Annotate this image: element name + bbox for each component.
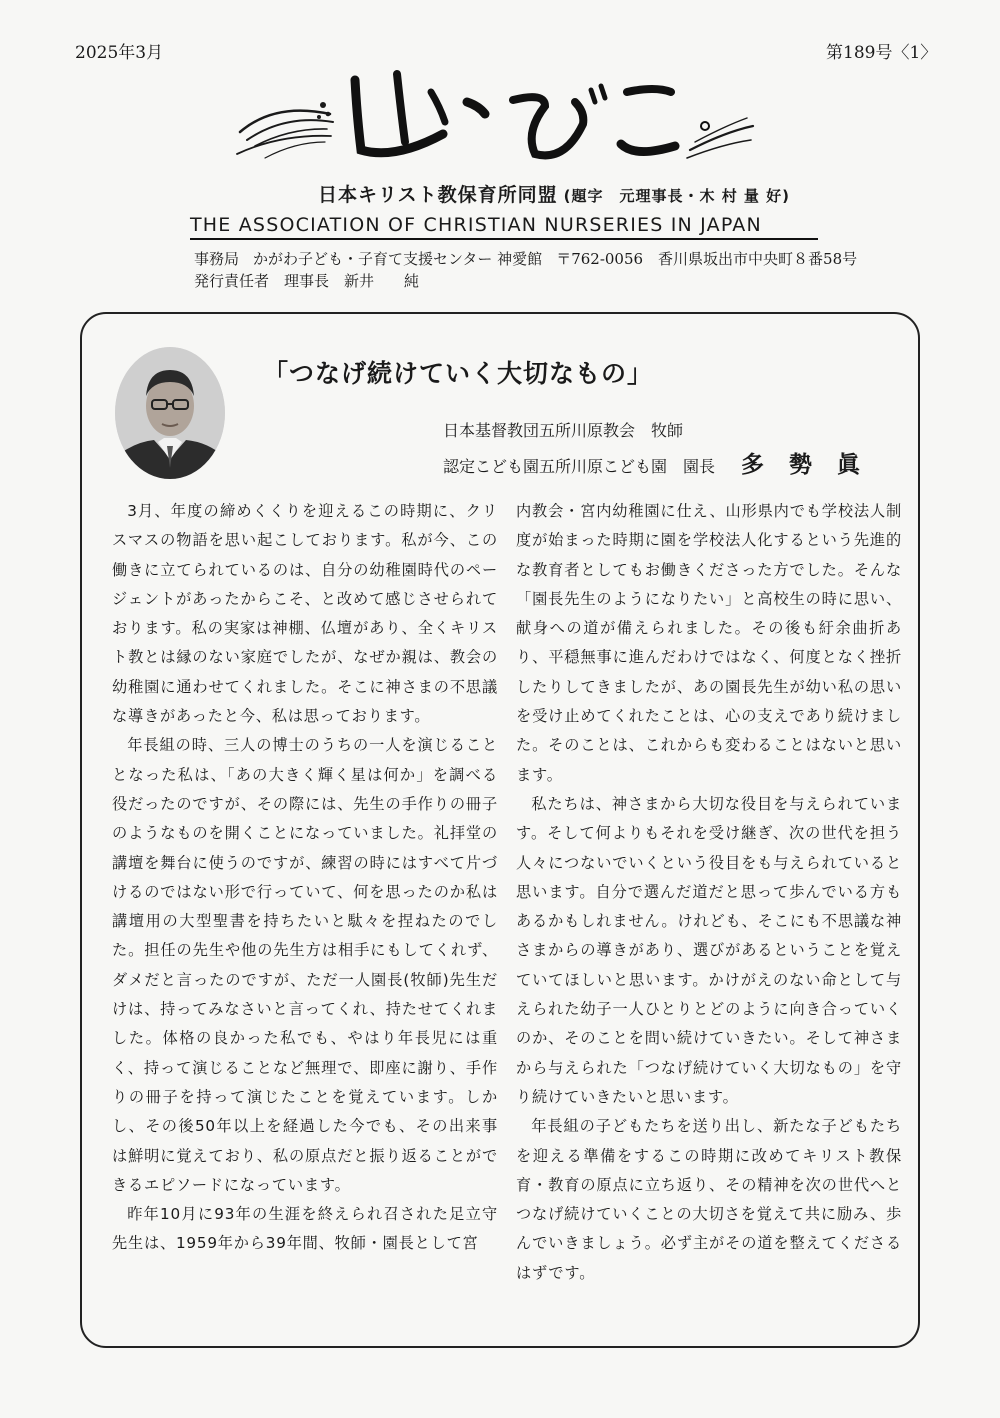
paragraph: 年長組の子どもたちを送り出し、新たな子どもたちを迎える準備をするこの時期に改めてキリスト教保育・教育の原点に立ち返り、その精神を次の世代へとつなげ続けていくことの大切さを覚えて共に励み、歩んでいきましょう。必ず主がその道を整えてくださるはずです。 (516, 1117, 902, 1282)
header-rule (190, 238, 818, 240)
organization-name-jp-text: 日本キリスト教保育所同盟 (318, 184, 558, 206)
author-affiliation-school-text: 認定こども園五所川原こども園 園長 (443, 457, 716, 476)
office-info (194, 248, 857, 292)
issue-date: 2025年3月 (75, 43, 164, 63)
masthead-calligraphy-logo (235, 62, 755, 182)
paragraph: 私たちは、神さまから大切な役目を与えられています。そして何よりもそれを受け継ぎ、次の世代を担う人々につないでいくという役目をも与えられていると思います。自分で選んだ道だと思って歩んでいる方もあるかもしれません。けれども、そこにも不思議な神さまからの導きがあり、選びがあるということを覚えていてほしいと思います。かけがえのない命として与えられた幼子一人ひとりとどのように向き合っていくのか、そのことを問い続けていきたい。そして神さまから与えられた「つなげ続けていく大切なもの」を守り続けていきたいと思います。 (516, 794, 902, 1106)
paragraph: 昨年10月に93年の生涯を終えられ召された足立守先生は、1959年から39年間、牧師・園長として宮 (112, 1205, 498, 1253)
organization-name-en: THE ASSOCIATION OF CHRISTIAN NURSERIES IN JAPAN (190, 214, 762, 236)
paragraph: 3月、年度の締めくくりを迎えるこの時期に、クリスマスの物語を思い起こしております。私が今、この働きに立てられているのは、自分の幼稚園時代のページェントがあったからこそ、と改めて感じさせられております。私の実家は神棚、仏壇があり、全くキリスト教とは縁のない家庭でしたが、なぜか親は、教会の幼稚園に通わせてくれました。そこに神さまの不思議な導きがあったと今、私は思っております。 (112, 502, 498, 726)
issue-number: 第189号〈1〉 (826, 43, 938, 63)
organization-name-jp (318, 180, 790, 207)
publisher-line: 発行責任者 理事長 新井 純 (194, 272, 420, 290)
office-name: かがわ子ども・子育て支援センター 神愛館 (253, 250, 543, 268)
article-column-left (112, 497, 498, 1259)
article-title: 「つなげ続けていく大切なもの」 (263, 359, 654, 388)
author-affiliation-church: 日本基督教団五所川原教会 牧師 (443, 421, 684, 440)
paragraph: 年長組の時、三人の博士のうちの一人を演じることとなった私は、「あの大きく輝く星は何か」を調べる役だったのですが、その際には、先生の手作りの冊子のようなものを開くことになっていました。礼拝堂の講壇を舞台に使うのですが、練習の時にはすべて片づけるのではない形で行っていて、何を思ったのか私は講壇用の大型聖書を持ちたいと駄々を捏ねたのでした。担任の先生や他の先生方は相手にもしてくれず、ダメだと言ったのですが、ただ一人園長(牧師)先生だけは、持ってみなさいと言ってくれ、持たせてくれました。体格の良かった私でも、やはり年長児には重く、持って演じることなど無理で、即座に謝り、手作りの冊子を持って演じたことを覚えています。しかし、その後50年以上を経過した今でも、その出来事は鮮明に覚えており、私の原点だと振り返ることができるエピソードになっています。 (112, 736, 498, 1194)
calligraphy-credit: (題字 元理事長・木 村 量 好) (563, 187, 791, 205)
office-label: 事務局 (194, 250, 240, 268)
office-line (194, 248, 857, 270)
office-address: 〒762-0056 香川県坂出市中央町８番58号 (556, 250, 858, 268)
author-name: 多勢眞 (741, 452, 886, 478)
author-portrait-icon (114, 346, 226, 480)
author-affiliation-school (443, 446, 885, 479)
article-column-right (516, 497, 902, 1288)
paragraph: 内教会・宮内幼稚園に仕え、山形県内でも学校法人制度が始まった時期に園を学校法人化するという先進的な教育者としてもお働きくださった方でした。そんな「園長先生のようになりたい」と高校生の時に思い、献身への道が備えられました。その後も紆余曲折あり、平穏無事に進んだわけではなく、何度となく挫折したりしてきましたが、あの園長先生が幼い私の思いを受け止めてくれたことは、心の支えであり続けました。そのことは、これからも変わることはないと思います。 (516, 502, 902, 784)
